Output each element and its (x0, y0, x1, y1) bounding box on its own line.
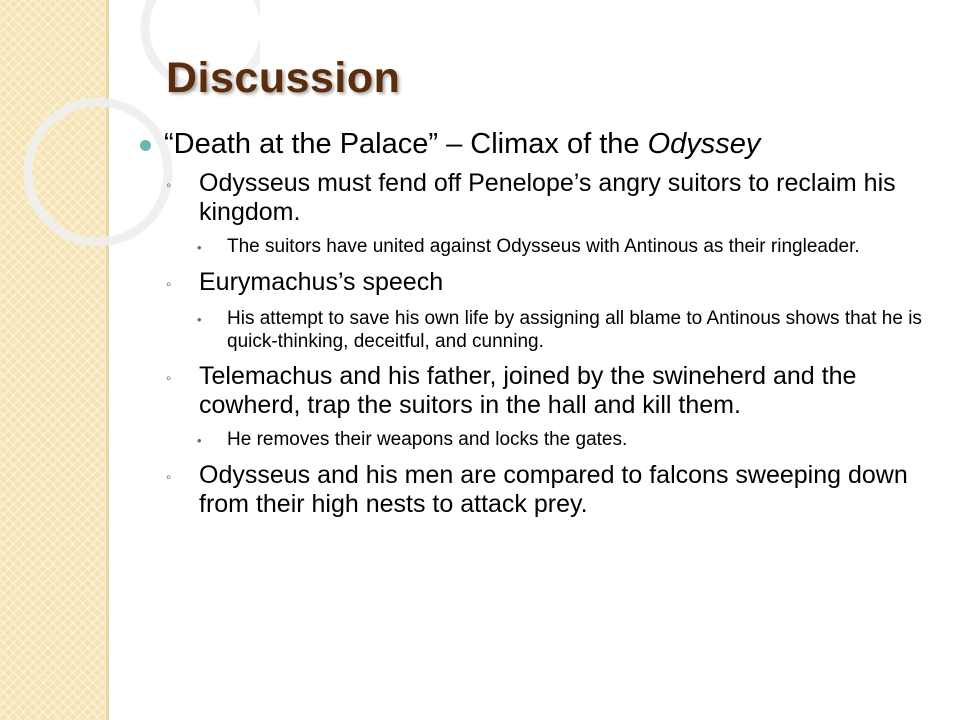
ring-bullet-icon: ◦ (166, 276, 172, 293)
dot-bullet-icon: • (197, 433, 202, 448)
bullet-climax-text (164, 127, 760, 161)
round-bullet-icon (140, 127, 164, 151)
slide-title: Discussion (166, 54, 401, 102)
detail-weapons (197, 428, 940, 452)
bullet-climax-italic: Odyssey (647, 128, 761, 160)
ring-bullet-icon: ◦ (166, 177, 172, 194)
sub-bullet-falcons-text: Odysseus and his men are compared to falcons sweeping down from their high nests to attack prey. (199, 461, 908, 518)
sub-bullet-telemachus (166, 362, 940, 420)
sub-bullet-suitors (166, 169, 940, 227)
dot-bullet-icon: • (197, 240, 202, 255)
detail-speech (197, 307, 940, 353)
ring-bullet-icon: ◦ (166, 370, 172, 387)
bullet-climax-prefix: “Death at the Palace” – Climax of the (164, 128, 648, 160)
detail-speech-text: His attempt to save his own life by assigning all blame to Antinous shows that he is quick-thinking, deceitful, and cunning. (227, 308, 922, 352)
sub-bullet-suitors-text: Odysseus must fend off Penelope’s angry suitors to reclaim his kingdom. (199, 169, 896, 226)
sub-bullet-falcons (166, 461, 940, 519)
detail-suitors-text: The suitors have united against Odysseus with Antinous as their ringleader. (227, 236, 860, 257)
sub-bullet-telemachus-text: Telemachus and his father, joined by the swineherd and the cowherd, trap the suitors in the hall and kill them. (199, 362, 857, 419)
ring-bullet-icon: ◦ (166, 469, 172, 486)
bullet-climax (140, 127, 940, 161)
slide-content (140, 127, 940, 527)
detail-weapons-text: He removes their weapons and locks the gates. (227, 429, 628, 450)
sub-bullet-speech (166, 268, 940, 299)
dot-bullet-icon: • (197, 312, 202, 327)
detail-suitors (197, 235, 940, 259)
sub-bullet-speech-text: Eurymachus’s speech (199, 268, 444, 296)
